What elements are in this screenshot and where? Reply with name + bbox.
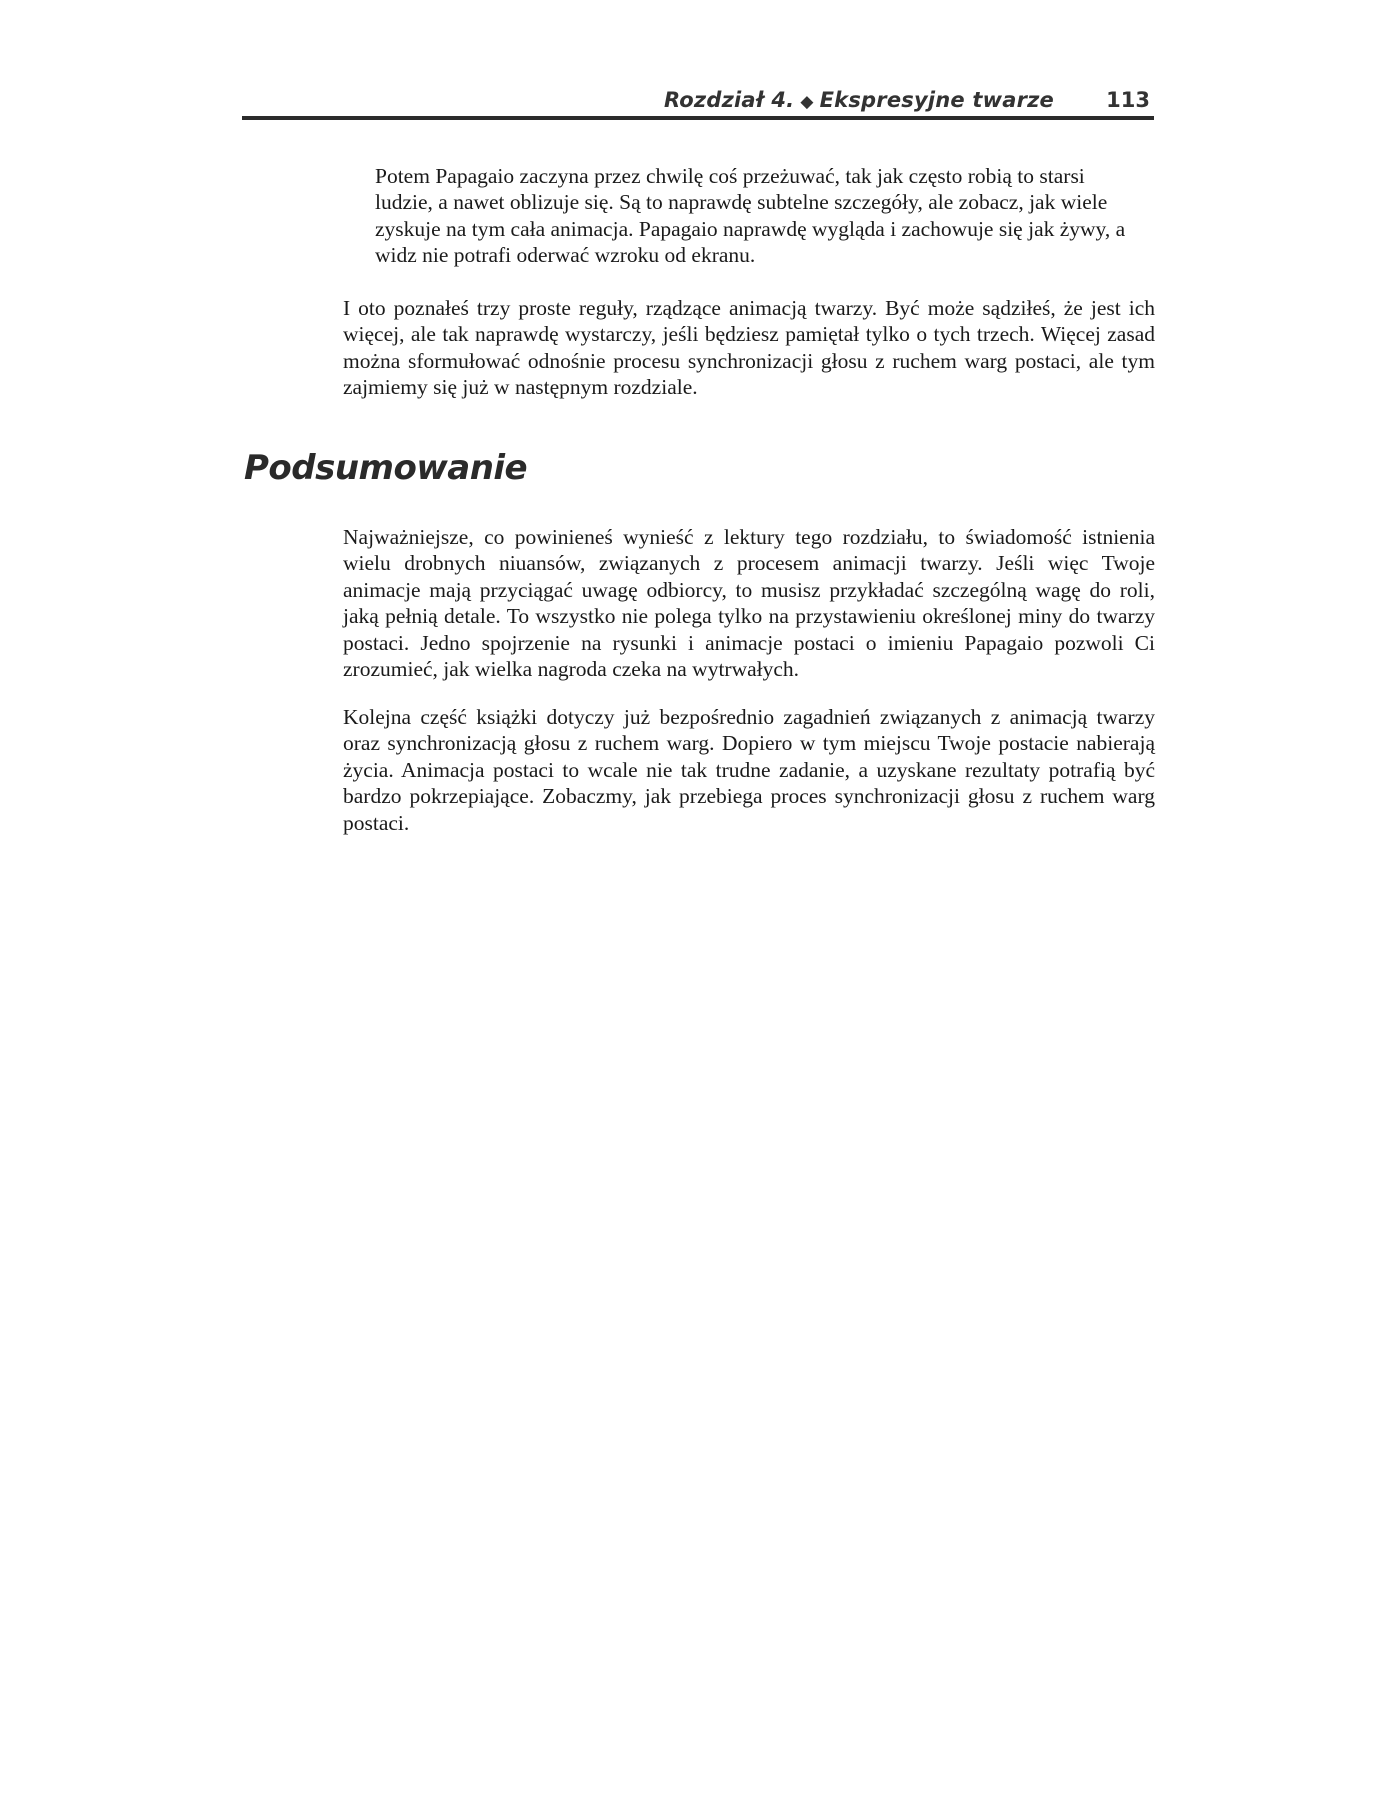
running-header xyxy=(242,82,1154,120)
chapter-title: Ekspresyjne twarze xyxy=(819,88,1054,112)
diamond-separator-icon: ◆ xyxy=(800,92,814,112)
indented-paragraph: Potem Papagaio zaczyna przez chwilę coś przeżuwać, tak jak często robią to starsi ludzie, a nawet oblizuje się. Są to naprawdę subtelne szczegóły, ale zobacz, jak wiele zyskuje na tym cała animacja. Papagaio naprawdę wygląda i zachowuje się jak żywy, a widz nie potrafi oderwać wzroku od ekranu. xyxy=(375,164,1126,268)
section-heading: Podsumowanie xyxy=(244,448,528,488)
paragraph-summary: Najważniejsze, co powinieneś wynieść z lektury tego rozdziału, to świadomość istnienia wielu drobnych niuansów, związanych z procesem animacji twarzy. Jeśli więc Twoje animacje mają przyciągać uwagę odbiorcy, to musisz przykładać szczególną wagę do roli, jaką pełnią detale. To wszystko nie polega tylko na przystawieniu określonej miny do twarzy postaci. Jedno spojrzenie na rysunki i animacje postaci o imieniu Papagaio pozwoli Ci zrozumieć, jak wielka nagroda czeka na wytrwałych. xyxy=(343,525,1155,682)
paragraph-next: Kolejna część książki dotyczy już bezpośrednio zagadnień związanych z animacją twarzy oraz synchronizacją głosu z ruchem warg. Dopiero w tym miejscu Twoje postacie nabierają życia. Animacja postaci to wcale nie tak trudne zadanie, a uzyskane rezultaty potrafią być bardzo pokrzepiające. Zobaczmy, jak przebiega proces synchronizacji głosu z ruchem warg postaci. xyxy=(343,705,1155,835)
header-chapter xyxy=(664,88,1054,112)
chapter-number: Rozdział 4. xyxy=(663,88,795,112)
paragraph-rules: I oto poznałeś trzy proste reguły, rządzące animacją twarzy. Być może sądziłeś, że jest ich więcej, ale tak naprawdę wystarczy, jeśli będziesz pamiętał tylko o tych trzech. Więcej zasad można sformułować odnośnie procesu synchronizacji głosu z ruchem warg postaci, ale tym zajmiemy się już w następnym rozdziale. xyxy=(343,296,1155,400)
page-number: 113 xyxy=(1106,88,1150,112)
